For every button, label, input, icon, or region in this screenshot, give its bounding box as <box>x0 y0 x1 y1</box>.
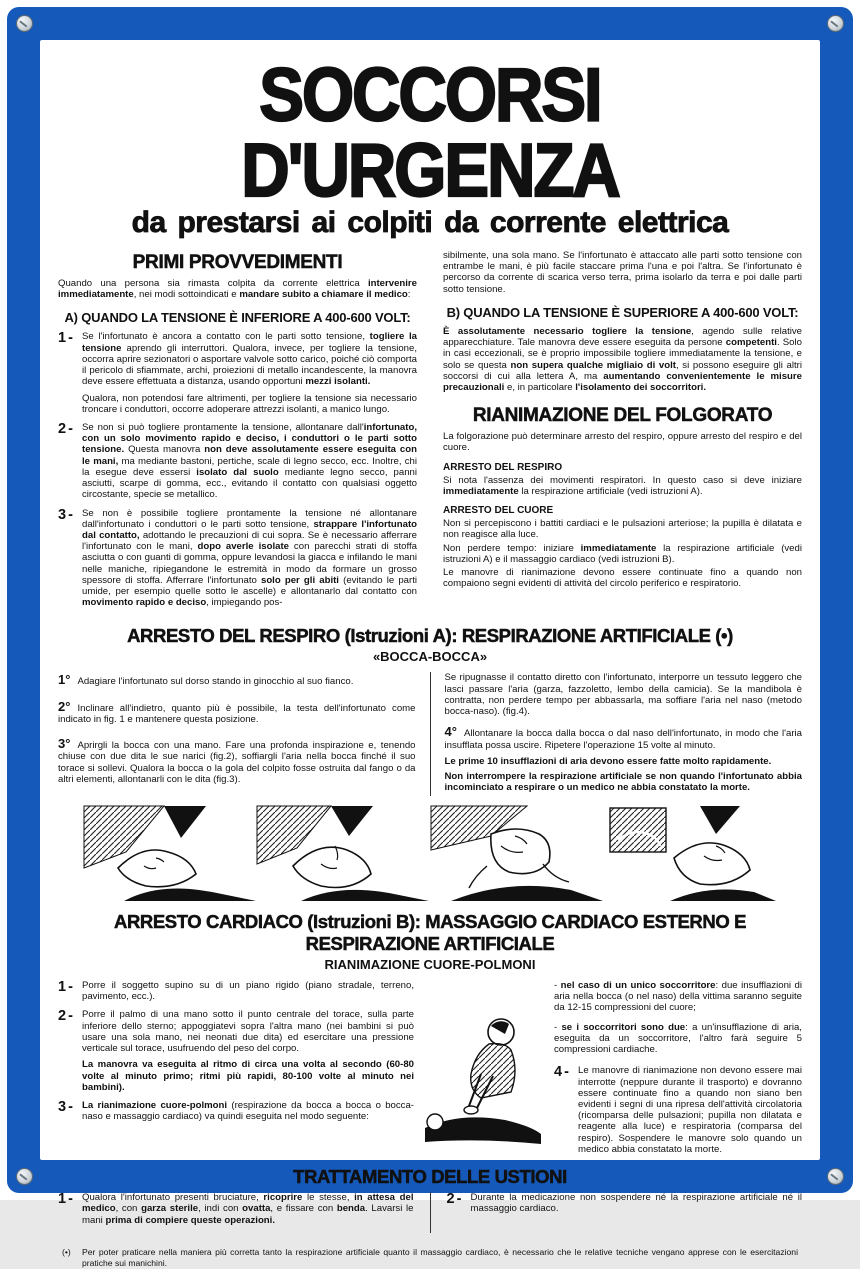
item-text <box>82 1009 414 1093</box>
primi-provvedimenti-section <box>58 250 802 615</box>
step-number: 3° <box>58 736 71 752</box>
item-number: 2 - <box>58 1008 72 1025</box>
bold-note: Le prime 10 insufflazioni di aria devono essere fatte molto rapidamente. <box>444 755 772 767</box>
ustioni-left-column <box>58 1192 430 1233</box>
list-item <box>58 1009 414 1093</box>
step-number: 1° <box>58 672 71 688</box>
item-text <box>82 1192 414 1226</box>
respirazione-artificiale-heading: ARRESTO DEL RESPIRO (Istruzioni A): RESPIRAZIONE ARTIFICIALE (•) <box>127 625 733 647</box>
cardiaco-left-column <box>58 980 414 1162</box>
screw-bottom-right-icon <box>827 1168 844 1185</box>
primi-right-column <box>443 250 802 615</box>
arresto-cardiaco-heading: ARRESTO CARDIACO (Istruzioni B): MASSAGGIO CARDIACO ESTERNO E RESPIRAZIONE ARTIFICIALE <box>113 911 747 954</box>
paragraph: Porre il soggetto supino su di un piano rigido (piano stradale, terreno, pavimento, ecc.). <box>82 980 414 1003</box>
item-number: 1 - <box>58 1191 72 1208</box>
arresto-cuore-paragraph: Non perdere tempo: iniziare immediatamente la respirazione artificiale (vedi istruzioni A) e il massaggio cardiaco (vedi istruzioni B). <box>443 542 802 565</box>
soccorritore-bullet: - nel caso di un unico soccorritore: due insufflazioni di aria nella bocca (o nel naso) della vittima saranno seguite da 12-15 compressioni del cuore; <box>554 980 802 1014</box>
list-item <box>554 1065 802 1155</box>
item-text <box>82 980 414 1002</box>
list-item <box>58 422 417 501</box>
item3-continuation: sibilmente, una sola mano. Se l'infortunato è attaccato alle parti sotto tensione con entrambe le mani, è più facile staccare prima l'una e poi l'altra. Se l'infortunato è percorso da corrente di scarica verso terra, prima isolarlo da terra e poi dalle parti sotto tensione. <box>443 250 802 295</box>
cardiaco-right-column <box>550 980 802 1162</box>
cardiaco-illustration-column <box>414 980 550 1162</box>
primi-left-column <box>58 250 417 615</box>
folgorato-intro: La folgorazione può determinare arresto del respiro, oppure arresto del respiro e del cuore. <box>443 431 802 454</box>
step-number: 2° <box>58 698 71 714</box>
list-item <box>58 980 414 1002</box>
section-b-heading: B) QUANDO LA TENSIONE È SUPERIORE A 400-600 VOLT: <box>446 304 799 320</box>
footnote <box>62 1247 798 1269</box>
screw-top-right-icon <box>827 15 844 32</box>
primi-heading: PRIMI PROVVEDIMENTI <box>132 252 343 273</box>
section-b-paragraph: È assolutamente necessario togliere la tensione, agendo sulle relative apparecchiature. Tale manovra deve essere eseguita da persone competenti. Solo in casi eccezionali, se è proprio impossibile togliere immediatamente la tensione, e solo se questa non supera qualche migliaio di volt, si possono eseguire gli altri soccorsi di cui alla lettera A, ma aumentando convenientemente le misure precauzionali e, in particolare l'isolamento dei soccorritori. <box>443 325 802 393</box>
screw-slot <box>830 20 838 27</box>
screw-top-left-icon <box>16 15 33 32</box>
bocca-left-column <box>58 672 430 796</box>
arresto-cuore-subheading: ARRESTO DEL CUORE <box>443 505 554 517</box>
paragraph: Le manovre di rianimazione non devono essere mai interrotte (neppure durante il trasporto) e dovranno essere continuate fino a quando non siano ben evidenti i segni di una ripresa dell'attività circolatoria (ricomparsa delle pulsazioni; pupilla non dilatata e reagente alla luce) e respiratoria (comparsa del respiro). Sospendere le manovre solo quando un medico abbia constatato la morte. <box>578 1065 802 1155</box>
bold-note: Non interrompere la respirazione artificiale se non quando l'infortunato abbia incominciato a respirare o un medico ne abbia constatato la morte. <box>444 771 802 794</box>
screw-slot <box>830 1173 838 1180</box>
arresto-cuore-paragraph: Le manovre di rianimazione devono essere continuate fino a quando non compaiono segni evidenti di attività del circolo periferico e respiratorio. <box>443 566 802 590</box>
paragraph: Se non è possibile togliere prontamente la tensione né allontanare dall'infortunato i conduttori o le parti sotto tensione, strappare l'infortunato dal contatto, adottando le precauzioni di cui sopra. Se è necessario afferrare l'infortunato con le mani, dopo averle isolate con parecchi strati di stoffa asciutta o con guanti di gomma, oppure levandosi la giacca e infilando le mani nelle maniche, ripiegandone le estremità in modo da formare un grosso spessore di stoffa. Afferrare l'infortunato solo per gli abiti (evitando le parti umide, per esempio quelle sotto le ascelle) e allontanarlo dal contatto con movimento rapido e deciso, impiegando pos- <box>82 507 418 609</box>
paragraph: Qualora, non potendosi fare altrimenti, per togliere la tensione sia necessario troncare i conduttori, occorre adoperare attrezzi isolanti, a manico lungo. <box>82 392 417 415</box>
ustioni-section <box>58 1192 802 1233</box>
paragraph: Durante la medicazione non sospendere né la respirazione artificiale né il massaggio cardiaco. <box>470 1192 802 1215</box>
soccorritore-bullet: - se i soccorritori sono due: a un'insufflazione di aria, eseguita da un soccorritore, l'altro farà seguire 5 compressioni cardiache. <box>554 1021 802 1056</box>
item-number: 3 - <box>58 1098 72 1115</box>
footnote-marker: (•) <box>62 1246 71 1257</box>
arresto-cuore-paragraph: Non si percepiscono i battiti cardiaci e le pulsazioni arteriose; la pupilla è dilatata e non reagisce alla luce. <box>443 518 802 541</box>
step-text: Adagiare l'infortunato sul dorso stando in ginocchio al suo fianco. <box>77 676 354 688</box>
item-number: 4 - <box>554 1064 568 1081</box>
item-number: 2 - <box>58 420 72 437</box>
item-number: 3 - <box>58 506 72 523</box>
section-a-heading: A) QUANDO LA TENSIONE È INFERIORE A 400-600 VOLT: <box>64 310 411 326</box>
paragraph: Se l'infortunato è ancora a contatto con le parti sotto tensione, togliere la tensione aprendo gli interruttori. Qualora, invece, per togliere la tensione, occorra aprire sezionatori o asportare valvole sotto carico, poiché ciò comporta il pericolo di sfiammate, archi, proiezioni di metallo incandescente, la manovra deve essere effettuata a distanza, usando opportuni mezzi isolanti. <box>82 331 417 388</box>
item-number: 1 - <box>58 330 72 347</box>
poster-title: SOCCORSI D'URGENZA <box>241 53 619 213</box>
arresto-respiro-subheading: ARRESTO DEL RESPIRO <box>443 461 563 473</box>
screw-slot <box>19 1173 27 1180</box>
paragraph: La rianimazione cuore-polmoni (respirazione da bocca a bocca o bocca-naso e massaggio cardiaco) va quindi eseguita nel modo seguente: <box>82 1099 415 1123</box>
arresto-cardiaco-section <box>58 980 802 1162</box>
item-text <box>82 422 417 501</box>
footnote-text: Per poter praticare nella maniera più corretta tanto la respirazione artificiale quanto il massaggio cardiaco, è necessario che le relative tecniche vengano apprese con le esercitazioni pratiche sui manichini. <box>82 1246 798 1268</box>
step-item <box>58 699 416 725</box>
step-text: Inclinare all'indietro, quanto più è possibile, la testa dell'infortunato come indicato in fig. 1 e mantenere questa posizione. <box>58 702 416 725</box>
arresto-respiro-text: Si nota l'assenza dei movimenti respiratori. In questo caso si deve iniziare immediatamente la respirazione artificiale (vedi istruzioni A). <box>443 474 802 497</box>
item-text <box>578 1065 802 1155</box>
step-item <box>445 724 803 750</box>
step-item <box>58 672 416 687</box>
ustioni-right-column <box>430 1192 803 1233</box>
list-item <box>58 331 417 415</box>
bocca-right-column <box>430 672 803 796</box>
step-item <box>58 736 416 785</box>
item-text <box>82 331 417 415</box>
mouth-to-nose-illustration <box>604 806 776 901</box>
item-number: 2 - <box>446 1191 461 1208</box>
paragraph: Se non si può togliere prontamente la tensione, allontanare dall'infortunato, con un solo movimento rapido e deciso, i conduttori o le parti sotto tensione. Questa manovra non deve assolutamente essere eseguita con le mani, ma mediante bastoni, pertiche, scale di legno secco, ecc. Inoltre, chi la esegue deve essersi isolato dal suolo mediante legno secco, panni asciutti, scarpe di gomma, ecc., evitando il contatto con qualsiasi oggetto circostante, specie se metallico. <box>82 421 417 501</box>
airway-clear-illustration <box>431 806 603 901</box>
figure-row <box>84 806 776 901</box>
head-tilt-illustration <box>84 806 256 901</box>
screw-bottom-left-icon <box>16 1168 33 1185</box>
screw-slot <box>19 20 27 27</box>
rianimazione-cuore-polmoni-subheading: RIANIMAZIONE CUORE-POLMONI <box>324 957 536 972</box>
paragraph: Qualora l'infortunato presenti bruciature, ricoprire le stesse, in attesa del medico, con garza sterile, indi con ovatta, e fissare con benda. Lavarsi le mani prima di compiere queste operazioni. <box>82 1192 414 1226</box>
paragraph: La manovra va eseguita al ritmo di circa una volta al secondo (60-80 volte al minuto primo; ritmi più rapidi, 80-100 volte al minuto nei bambini). <box>82 1059 414 1093</box>
poster-subtitle: da prestarsi ai colpiti da corrente elettrica <box>131 206 729 239</box>
nose-pinch-illustration <box>257 806 429 901</box>
step-number: 4° <box>444 724 457 740</box>
bocca-right-intro: Se ripugnasse il contatto diretto con l'infortunato, interporre un tessuto leggero che lasci passare l'aria (garza, fazzoletto, lembo della camicia). Se la mandibola è contratta, non perdere tempo per abbassarla, ma soffiare l'aria nel naso (metodo bocca-naso). (fig.4). <box>444 672 802 718</box>
poster-content <box>40 40 820 1269</box>
paragraph: Porre il palmo di una mano sotto il punto centrale del torace, sulla parte inferiore dello sterno; appoggiatevi sopra l'altra mano (nei bambini si può usare una sola mano, nei neonati due dita) ed esercitare una pressione verticale sul torace, usufruendo del peso del corpo. <box>82 1009 414 1055</box>
item-text <box>82 508 417 609</box>
bocca-bocca-section <box>58 672 802 796</box>
primi-intro: Quando una persona sia rimasta colpita da corrente elettrica intervenire immediatamente, nei modi sottoindicati e mandare subito a chiamare il medico: <box>58 278 417 301</box>
chest-compression-illustration <box>419 1010 545 1158</box>
folgorato-heading: RIANIMAZIONE DEL FOLGORATO <box>472 405 773 427</box>
list-item <box>447 1192 803 1214</box>
list-item <box>58 508 417 609</box>
step-text: Allontanare la bocca dalla bocca o dal naso dell'infortunato, in modo che l'aria insufflata possa uscire. Ripetere l'operazione 15 volte al minuto. <box>444 728 802 751</box>
list-item <box>58 1192 414 1226</box>
item-text <box>471 1192 803 1214</box>
item-number: 1 - <box>58 979 72 995</box>
item-text <box>82 1100 414 1122</box>
list-item <box>58 1100 414 1122</box>
ustioni-heading: TRATTAMENTO DELLE USTIONI <box>293 1166 567 1188</box>
poster-panel <box>40 40 820 1268</box>
step-text: Aprirgli la bocca con una mano. Fare una profonda inspirazione e, tenendo chiuse con due dita le sue narici (fig.2), soffiargli l'aria nella bocca finché il suo torace si sollevi. Qualora la bocca o la gola del colpito fosse ostruita dal fango o da altri elementi, allontanarli con le dita (fig.3). <box>58 740 416 785</box>
bocca-bocca-subheading: «BOCCA-BOCCA» <box>372 649 488 665</box>
